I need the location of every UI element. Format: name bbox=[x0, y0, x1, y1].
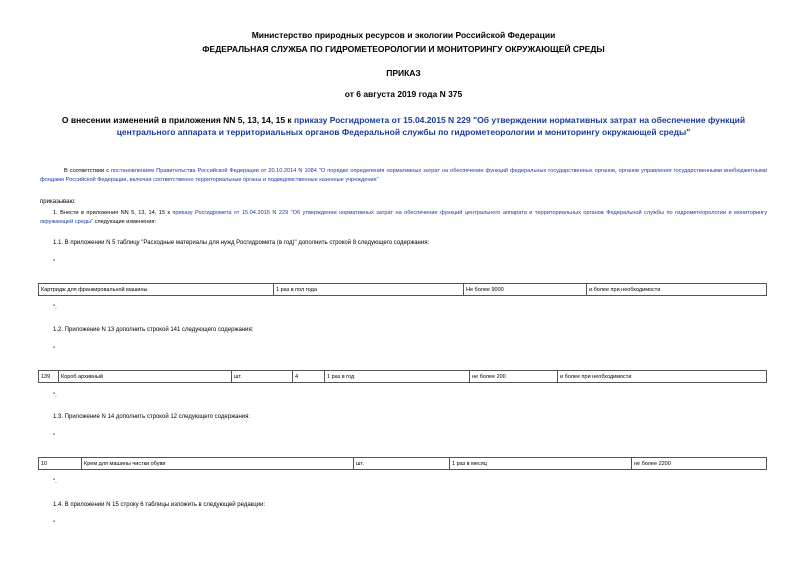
item-1-suffix: следующие изменения: bbox=[93, 219, 156, 225]
table-cell: 1 раз в пол года bbox=[274, 284, 464, 296]
document-type: ПРИКАЗ bbox=[386, 68, 421, 78]
subitem-1-1: 1.1. В приложении N 5 таблицу "Расходные материалы для нужд Росгидромета (в год)" дополнить строкой 8 следующего содержания: bbox=[53, 240, 430, 246]
table-1-1 bbox=[38, 283, 767, 296]
table-row bbox=[39, 284, 767, 296]
quote-open: " bbox=[53, 434, 56, 440]
table-cell: 1 раз в месяц bbox=[450, 458, 632, 470]
document-date-number: от 6 августа 2019 года N 375 bbox=[344, 89, 463, 99]
table-cell: Картридж для франкировальной машины bbox=[39, 284, 274, 296]
table-cell: не более 200 bbox=[470, 371, 558, 383]
quote-close: ". bbox=[53, 305, 57, 311]
table-cell: и более при необходимости bbox=[558, 371, 767, 383]
table-cell: 139 bbox=[39, 371, 59, 383]
subitem-1-3: 1.3. Приложение N 14 дополнить строкой 12 следующего содержания: bbox=[53, 414, 251, 420]
preamble-link[interactable]: постановлением Правительства Российской Федерации от 20.10.2014 N 1084 "О порядке определения нормативных затрат на обеспечение функций федеральных государственных органов, органов управления государственными внебюджетными фондами Российской Федерации, включая соответственно территориальные органы и подведомственные казенные учреждения" bbox=[40, 168, 767, 183]
table-1-3 bbox=[38, 457, 767, 470]
table-cell: 4 bbox=[293, 371, 325, 383]
table-row bbox=[39, 371, 767, 383]
preamble bbox=[40, 167, 767, 185]
subitem-1-4: 1.4. В приложении N 15 строку 6 таблицы изложить в следующей редакции: bbox=[53, 502, 266, 508]
quote-close: ". bbox=[53, 479, 57, 485]
table-cell: Короб архивный bbox=[59, 371, 232, 383]
service-name: ФЕДЕРАЛЬНАЯ СЛУЖБА ПО ГИДРОМЕТЕОРОЛОГИИ И МОНИТОРИНГУ ОКРУЖАЮЩЕЙ СРЕДЫ bbox=[202, 44, 605, 54]
quote-close: ". bbox=[53, 393, 57, 399]
table-cell: и более при необходимости bbox=[587, 284, 767, 296]
table-cell: шт. bbox=[232, 371, 293, 383]
quote-open: " bbox=[53, 347, 56, 353]
item-1-link[interactable]: приказу Росгидромета от 15.04.2015 N 229 "Об утверждении нормативных затрат на обеспечение функций центрального аппарата и территориальных органов Федеральной службы по гидрометеорологии и мониторингу окружающей среды" bbox=[40, 210, 768, 225]
subitem-1-2: 1.2. Приложение N 13 дополнить строкой 141 следующего содержания: bbox=[53, 327, 254, 333]
quote-open: " bbox=[53, 260, 56, 266]
title-link[interactable]: приказу Росгидромета от 15.04.2015 N 229 "Об утверждении нормативных затрат на обеспечение функций центрального аппарата и территориальных органов Федеральной службы по гидрометеорологии и мониторингу окружающей среды" bbox=[116, 115, 746, 137]
table-row bbox=[39, 458, 767, 470]
item-1-prefix: 1. Внести в приложения NN 5, 13, 14, 15 к bbox=[53, 210, 173, 216]
order-word: приказываю: bbox=[40, 199, 76, 205]
table-cell: Не более 9000 bbox=[464, 284, 587, 296]
ministry-name: Министерство природных ресурсов и экологии Российской Федерации bbox=[251, 30, 556, 40]
table-cell: шт. bbox=[354, 458, 450, 470]
preamble-prefix: В соответствии с bbox=[64, 168, 112, 174]
table-1-2 bbox=[38, 370, 767, 383]
table-cell: 10 bbox=[39, 458, 82, 470]
table-cell: не более 2200 bbox=[632, 458, 767, 470]
item-1 bbox=[40, 209, 767, 227]
table-cell: Крем для машины чистки обуви bbox=[82, 458, 354, 470]
table-cell: 1 раз в год bbox=[325, 371, 470, 383]
quote-open: " bbox=[53, 521, 56, 527]
title-prefix: О внесении изменений в приложения NN 5, 13, 14, 15 к bbox=[61, 115, 295, 125]
document-title bbox=[40, 114, 767, 138]
